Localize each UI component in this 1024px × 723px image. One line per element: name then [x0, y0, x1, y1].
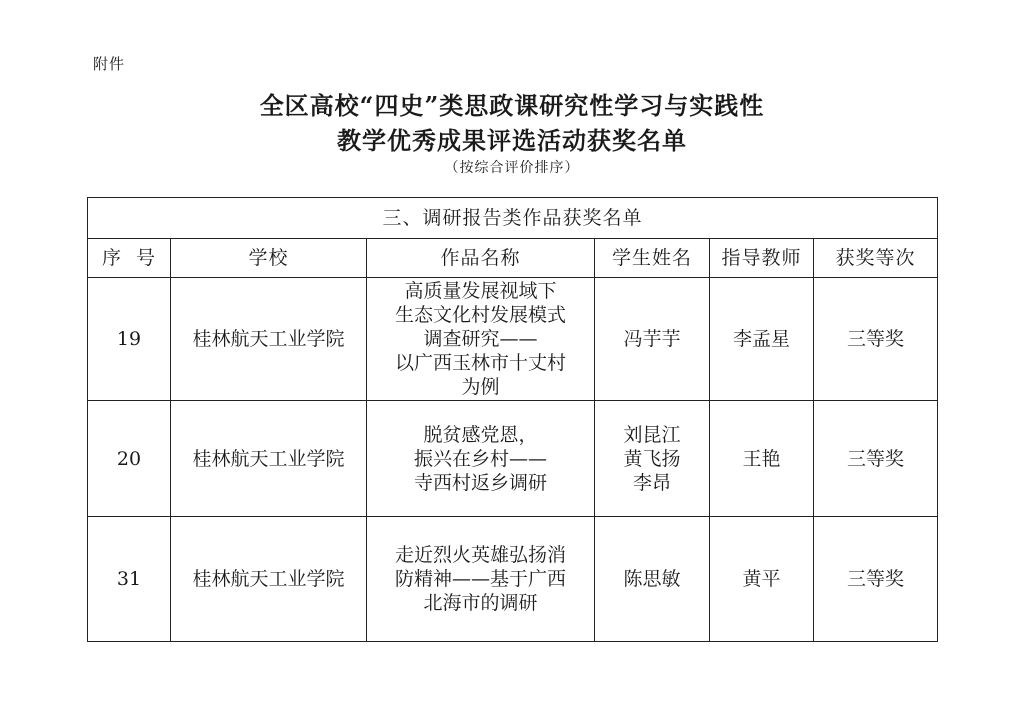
header-school: 学校: [171, 239, 367, 278]
work-title-line: 生态文化村发展模式: [394, 304, 566, 326]
table-row: [88, 517, 938, 642]
cell-student-names: [595, 278, 710, 401]
cell-award-level: 三等奖: [814, 278, 938, 401]
table-row: [88, 401, 938, 517]
header-award-level: 获奖等次: [814, 239, 938, 278]
work-title-line: 北海市的调研: [423, 592, 538, 614]
header-number: 序 号: [88, 239, 171, 278]
cell-work-title: [367, 517, 595, 642]
work-title-line: 防精神——基于广西: [394, 568, 566, 590]
section-title: 三、调研报告类作品获奖名单: [88, 198, 938, 239]
student-name: 李昂: [632, 471, 671, 494]
work-title-line: 走近烈火英雄弘扬消: [394, 544, 566, 566]
cell-school: 桂林航天工业学院: [171, 517, 367, 642]
cell-school: 桂林航天工业学院: [171, 278, 367, 401]
cell-number: 31: [88, 517, 171, 642]
cell-student-names: [595, 517, 710, 642]
work-title-line: 以广西玉林市十丈村: [394, 352, 566, 374]
work-title-line: 调查研究——: [423, 328, 538, 350]
cell-advisor: 黄平: [710, 517, 814, 642]
cell-advisor: 李孟星: [710, 278, 814, 401]
cell-student-names: [595, 401, 710, 517]
attachment-label: 附件: [93, 55, 126, 73]
student-name: 刘昆江: [623, 423, 681, 446]
cell-award-level: 三等奖: [814, 517, 938, 642]
cell-work-title: [367, 401, 595, 517]
awards-table: [87, 197, 938, 642]
header-advisor: 指导教师: [710, 239, 814, 278]
document-title-line-1: 全区高校“四史”类思政课研究性学习与实践性: [259, 91, 765, 120]
table-header-row: [88, 239, 938, 278]
header-work-title: 作品名称: [367, 239, 595, 278]
section-title-row: [88, 198, 938, 239]
cell-number: 19: [88, 278, 171, 401]
student-name: 陈思敏: [623, 568, 681, 590]
cell-work-title: [367, 278, 595, 401]
document-title-line-2: 教学优秀成果评选活动获奖名单: [337, 126, 687, 155]
cell-advisor: 王艳: [710, 401, 814, 517]
header-student-names: 学生姓名: [595, 239, 710, 278]
work-title-line: 寺西村返乡调研: [413, 471, 547, 494]
student-name: 冯芋芋: [623, 328, 681, 350]
cell-school: 桂林航天工业学院: [171, 401, 367, 517]
work-title-line: 高质量发展视域下: [404, 280, 557, 302]
work-title-line: 脱贫感党恩，: [423, 423, 538, 446]
table-row: [88, 278, 938, 401]
work-title-line: 振兴在乡村——: [413, 447, 547, 470]
document-subtitle: （按综合评价排序）: [444, 160, 580, 176]
cell-number: 20: [88, 401, 171, 517]
cell-award-level: 三等奖: [814, 401, 938, 517]
student-name: 黄飞扬: [623, 447, 681, 470]
work-title-line: 为例: [461, 376, 500, 398]
